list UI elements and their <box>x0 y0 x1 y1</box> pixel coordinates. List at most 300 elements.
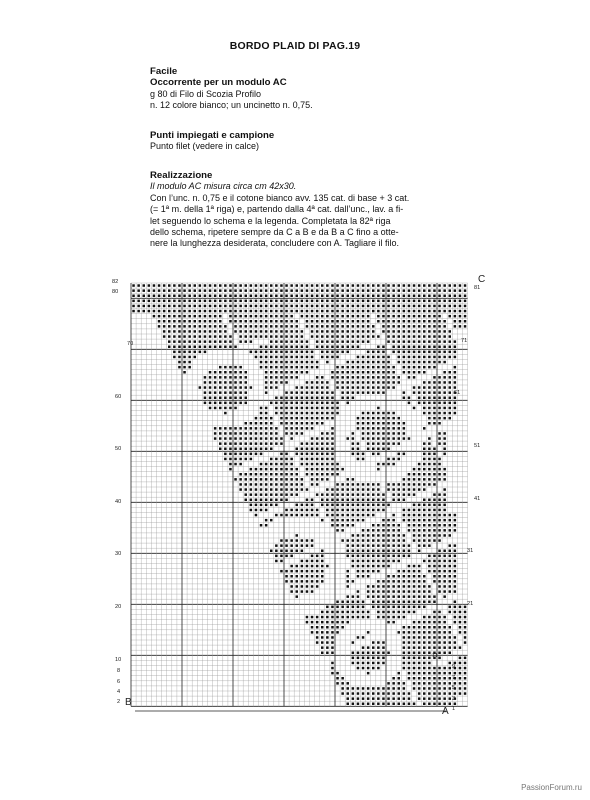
filled-cell <box>413 601 416 604</box>
filled-cell <box>449 371 452 374</box>
filled-cell <box>398 361 401 364</box>
filled-cell <box>418 580 421 583</box>
filled-cell <box>296 534 299 537</box>
filled-cell <box>449 641 452 644</box>
filled-cell <box>367 320 370 323</box>
filled-cell <box>270 315 273 318</box>
filled-cell <box>275 361 278 364</box>
filled-cell <box>229 340 232 343</box>
filled-cell <box>347 488 350 491</box>
filled-cell <box>321 641 324 644</box>
filled-cell <box>433 325 436 328</box>
filled-cell <box>234 330 237 333</box>
filled-cell <box>377 585 380 588</box>
filled-cell <box>438 442 441 445</box>
filled-cell <box>255 478 258 481</box>
filled-cell <box>316 483 319 486</box>
filled-cell <box>392 295 395 298</box>
filled-cell <box>290 361 293 364</box>
filled-cell <box>418 626 421 629</box>
filled-cell <box>367 539 370 542</box>
filled-cell <box>137 295 140 298</box>
filled-cell <box>352 499 355 502</box>
filled-cell <box>362 692 365 695</box>
filled-cell <box>438 305 441 308</box>
filled-cell <box>403 667 406 670</box>
filled-cell <box>433 646 436 649</box>
row-label: 61 <box>454 390 461 396</box>
filled-cell <box>194 335 197 338</box>
filled-cell <box>316 346 319 349</box>
filled-cell <box>357 514 360 517</box>
filled-cell <box>454 621 457 624</box>
filled-cell <box>413 641 416 644</box>
filled-cell <box>362 667 365 670</box>
filled-cell <box>290 463 293 466</box>
filled-cell <box>194 289 197 292</box>
filled-cell <box>433 514 436 517</box>
filled-cell <box>357 519 360 522</box>
filled-cell <box>428 284 431 287</box>
filled-cell <box>336 677 339 680</box>
filled-cell <box>408 478 411 481</box>
filled-cell <box>382 351 385 354</box>
filled-cell <box>367 381 370 384</box>
filled-cell <box>443 652 446 655</box>
filled-cell <box>408 320 411 323</box>
filled-cell <box>377 305 380 308</box>
filled-cell <box>321 468 324 471</box>
filled-cell <box>443 499 446 502</box>
filled-cell <box>316 407 319 410</box>
filled-cell <box>270 463 273 466</box>
filled-cell <box>229 381 232 384</box>
filled-cell <box>362 534 365 537</box>
filled-cell <box>224 284 227 287</box>
filled-cell <box>449 580 452 583</box>
filled-cell <box>306 305 309 308</box>
filled-cell <box>423 595 426 598</box>
filled-cell <box>183 340 186 343</box>
filled-cell <box>382 427 385 430</box>
filled-cell <box>362 652 365 655</box>
filled-cell <box>403 483 406 486</box>
filled-cell <box>199 284 202 287</box>
filled-cell <box>464 300 467 303</box>
filled-cell <box>428 499 431 502</box>
filled-cell <box>372 488 375 491</box>
filled-cell <box>367 417 370 420</box>
filled-cell <box>464 611 467 614</box>
filled-cell <box>311 570 314 573</box>
filled-cell <box>301 539 304 542</box>
filled-cell <box>392 289 395 292</box>
filled-cell <box>387 381 390 384</box>
filled-cell <box>285 544 288 547</box>
filled-cell <box>234 305 237 308</box>
filled-cell <box>464 289 467 292</box>
filled-cell <box>418 386 421 389</box>
filled-cell <box>204 351 207 354</box>
filled-cell <box>229 432 232 435</box>
filled-cell <box>219 315 222 318</box>
filled-cell <box>443 580 446 583</box>
filled-cell <box>306 575 309 578</box>
filled-cell <box>362 570 365 573</box>
filled-cell <box>398 295 401 298</box>
filled-cell <box>168 346 171 349</box>
filled-cell <box>260 295 263 298</box>
filled-cell <box>352 514 355 517</box>
filled-cell <box>255 448 258 451</box>
filled-cell <box>285 570 288 573</box>
filled-cell <box>234 391 237 394</box>
filled-cell <box>265 356 268 359</box>
filled-cell <box>255 335 258 338</box>
filled-cell <box>418 330 421 333</box>
filled-cell <box>229 391 232 394</box>
filled-cell <box>464 692 467 695</box>
filled-cell <box>443 626 446 629</box>
filled-cell <box>173 356 176 359</box>
filled-cell <box>382 590 385 593</box>
filled-cell <box>357 606 360 609</box>
filled-cell <box>290 391 293 394</box>
filled-cell <box>443 555 446 558</box>
filled-cell <box>418 692 421 695</box>
filled-cell <box>387 422 390 425</box>
filled-cell <box>352 289 355 292</box>
filled-cell <box>301 417 304 420</box>
filled-cell <box>418 346 421 349</box>
filled-cell <box>362 575 365 578</box>
filled-cell <box>408 544 411 547</box>
filled-cell <box>398 616 401 619</box>
filled-cell <box>336 356 339 359</box>
filled-cell <box>433 499 436 502</box>
filled-cell <box>367 692 370 695</box>
filled-cell <box>454 616 457 619</box>
filled-cell <box>275 493 278 496</box>
filled-cell <box>219 366 222 369</box>
filled-cell <box>392 555 395 558</box>
filled-cell <box>433 300 436 303</box>
filled-cell <box>428 366 431 369</box>
filled-cell <box>214 427 217 430</box>
filled-cell <box>301 509 304 512</box>
filled-cell <box>270 427 273 430</box>
filled-cell <box>280 335 283 338</box>
filled-cell <box>423 295 426 298</box>
filled-cell <box>234 458 237 461</box>
filled-cell <box>341 340 344 343</box>
filled-cell <box>306 570 309 573</box>
filled-cell <box>316 361 319 364</box>
filled-cell <box>326 397 329 400</box>
filled-cell <box>352 386 355 389</box>
filled-cell <box>403 590 406 593</box>
filled-cell <box>408 437 411 440</box>
filled-cell <box>229 397 232 400</box>
filled-cell <box>403 422 406 425</box>
filled-cell <box>250 325 253 328</box>
filled-cell <box>443 682 446 685</box>
filled-cell <box>464 315 467 318</box>
filled-cell <box>438 295 441 298</box>
filled-cell <box>382 499 385 502</box>
filled-cell <box>311 590 314 593</box>
filled-cell <box>275 340 278 343</box>
filled-cell <box>387 427 390 430</box>
filled-cell <box>392 544 395 547</box>
filled-cell <box>443 514 446 517</box>
filled-cell <box>464 621 467 624</box>
filled-cell <box>382 555 385 558</box>
filled-cell <box>311 458 314 461</box>
filled-cell <box>403 351 406 354</box>
filled-cell <box>290 325 293 328</box>
filled-cell <box>372 590 375 593</box>
filled-cell <box>372 295 375 298</box>
filled-cell <box>398 381 401 384</box>
filled-cell <box>387 305 390 308</box>
filled-cell <box>341 376 344 379</box>
filled-cell <box>265 437 268 440</box>
filled-cell <box>357 616 360 619</box>
filled-cell <box>306 473 309 476</box>
filled-cell <box>377 483 380 486</box>
filled-cell <box>352 376 355 379</box>
filled-cell <box>423 590 426 593</box>
materials-line-1: g 80 di Filo di Scozia Profilo <box>150 88 262 99</box>
filled-cell <box>347 366 350 369</box>
filled-cell <box>316 458 319 461</box>
filled-cell <box>285 483 288 486</box>
filled-cell <box>290 305 293 308</box>
filled-cell <box>428 381 431 384</box>
filled-cell <box>296 346 299 349</box>
filled-cell <box>377 386 380 389</box>
filled-cell <box>443 284 446 287</box>
filled-cell <box>270 493 273 496</box>
row-label: 41 <box>474 496 481 502</box>
filled-cell <box>255 493 258 496</box>
filled-cell <box>443 453 446 456</box>
filled-cell <box>209 346 212 349</box>
filled-cell <box>413 595 416 598</box>
filled-cell <box>403 340 406 343</box>
filled-cell <box>214 289 217 292</box>
filled-cell <box>352 504 355 507</box>
filled-cell <box>459 667 462 670</box>
filled-cell <box>275 463 278 466</box>
filled-cell <box>454 412 457 415</box>
filled-cell <box>367 325 370 328</box>
filled-cell <box>454 601 457 604</box>
filled-cell <box>392 325 395 328</box>
filled-cell <box>449 351 452 354</box>
filled-cell <box>392 381 395 384</box>
filled-cell <box>290 427 293 430</box>
filled-cell <box>301 295 304 298</box>
filled-cell <box>438 687 441 690</box>
row-label: 4 <box>117 689 121 695</box>
filled-cell <box>270 402 273 405</box>
filled-cell <box>326 468 329 471</box>
filled-cell <box>433 555 436 558</box>
filled-cell <box>341 529 344 532</box>
filled-cell <box>336 616 339 619</box>
filled-cell <box>362 601 365 604</box>
filled-cell <box>239 458 242 461</box>
filled-cell <box>362 366 365 369</box>
filled-cell <box>296 340 299 343</box>
filled-cell <box>255 320 258 323</box>
filled-cell <box>413 657 416 660</box>
filled-cell <box>321 407 324 410</box>
filled-cell <box>449 407 452 410</box>
filled-cell <box>285 310 288 313</box>
filled-cell <box>372 305 375 308</box>
filled-cell <box>316 310 319 313</box>
filled-cell <box>387 652 390 655</box>
filled-cell <box>459 692 462 695</box>
filled-cell <box>336 300 339 303</box>
filled-cell <box>372 361 375 364</box>
filled-cell <box>423 478 426 481</box>
filled-cell <box>331 300 334 303</box>
filled-cell <box>245 432 248 435</box>
filled-cell <box>336 488 339 491</box>
filled-cell <box>362 544 365 547</box>
filled-cell <box>301 504 304 507</box>
filled-cell <box>428 335 431 338</box>
filled-cell <box>341 295 344 298</box>
filled-cell <box>219 437 222 440</box>
filled-cell <box>438 417 441 420</box>
filled-cell <box>336 682 339 685</box>
filled-cell <box>362 361 365 364</box>
filled-cell <box>306 407 309 410</box>
filled-cell <box>428 621 431 624</box>
filled-cell <box>214 284 217 287</box>
filled-cell <box>352 509 355 512</box>
filled-cell <box>367 672 370 675</box>
filled-cell <box>438 575 441 578</box>
filled-cell <box>377 432 380 435</box>
filled-cell <box>285 509 288 512</box>
filled-cell <box>372 356 375 359</box>
filled-cell <box>285 473 288 476</box>
filled-cell <box>392 539 395 542</box>
filled-cell <box>250 310 253 313</box>
filled-cell <box>418 463 421 466</box>
filled-cell <box>239 386 242 389</box>
filled-cell <box>341 351 344 354</box>
filled-cell <box>306 320 309 323</box>
filled-cell <box>250 335 253 338</box>
filled-cell <box>408 580 411 583</box>
filled-cell <box>362 504 365 507</box>
filled-cell <box>296 432 299 435</box>
filled-cell <box>438 646 441 649</box>
filled-cell <box>382 295 385 298</box>
filled-cell <box>143 284 146 287</box>
filled-cell <box>413 351 416 354</box>
filled-cell <box>321 463 324 466</box>
filled-cell <box>280 320 283 323</box>
filled-cell <box>382 346 385 349</box>
filled-cell <box>372 601 375 604</box>
filled-cell <box>413 289 416 292</box>
filled-cell <box>347 351 350 354</box>
filled-cell <box>387 437 390 440</box>
filled-cell <box>449 550 452 553</box>
filled-cell <box>408 657 411 660</box>
filled-cell <box>250 499 253 502</box>
filled-cell <box>428 662 431 665</box>
filled-cell <box>224 448 227 451</box>
filled-cell <box>280 422 283 425</box>
filled-cell <box>464 616 467 619</box>
filled-cell <box>137 305 140 308</box>
filled-cell <box>270 437 273 440</box>
filled-cell <box>326 391 329 394</box>
filled-cell <box>132 300 135 303</box>
filled-cell <box>168 284 171 287</box>
filled-cell <box>357 611 360 614</box>
filled-cell <box>413 585 416 588</box>
filled-cell <box>280 437 283 440</box>
filled-cell <box>413 509 416 512</box>
filled-cell <box>398 697 401 700</box>
filled-cell <box>438 565 441 568</box>
filled-cell <box>336 529 339 532</box>
filled-cell <box>245 320 248 323</box>
filled-cell <box>168 300 171 303</box>
filled-cell <box>382 289 385 292</box>
filled-cell <box>301 422 304 425</box>
filled-cell <box>301 330 304 333</box>
filled-cell <box>296 284 299 287</box>
filled-cell <box>143 300 146 303</box>
filled-cell <box>408 402 411 405</box>
filled-cell <box>438 652 441 655</box>
filled-cell <box>382 493 385 496</box>
filled-cell <box>464 320 467 323</box>
filled-cell <box>428 529 431 532</box>
filled-cell <box>367 550 370 553</box>
filled-cell <box>224 397 227 400</box>
filled-cell <box>443 585 446 588</box>
filled-cell <box>224 366 227 369</box>
filled-cell <box>239 295 242 298</box>
filled-cell <box>245 493 248 496</box>
filled-cell <box>285 417 288 420</box>
filled-cell <box>408 611 411 614</box>
filled-cell <box>224 340 227 343</box>
filled-cell <box>454 590 457 593</box>
filled-cell <box>392 437 395 440</box>
filled-cell <box>347 478 350 481</box>
filled-cell <box>392 284 395 287</box>
filled-cell <box>357 417 360 420</box>
filled-cell <box>377 646 380 649</box>
filled-cell <box>219 402 222 405</box>
filled-cell <box>296 514 299 517</box>
filled-cell <box>311 381 314 384</box>
filled-cell <box>188 305 191 308</box>
